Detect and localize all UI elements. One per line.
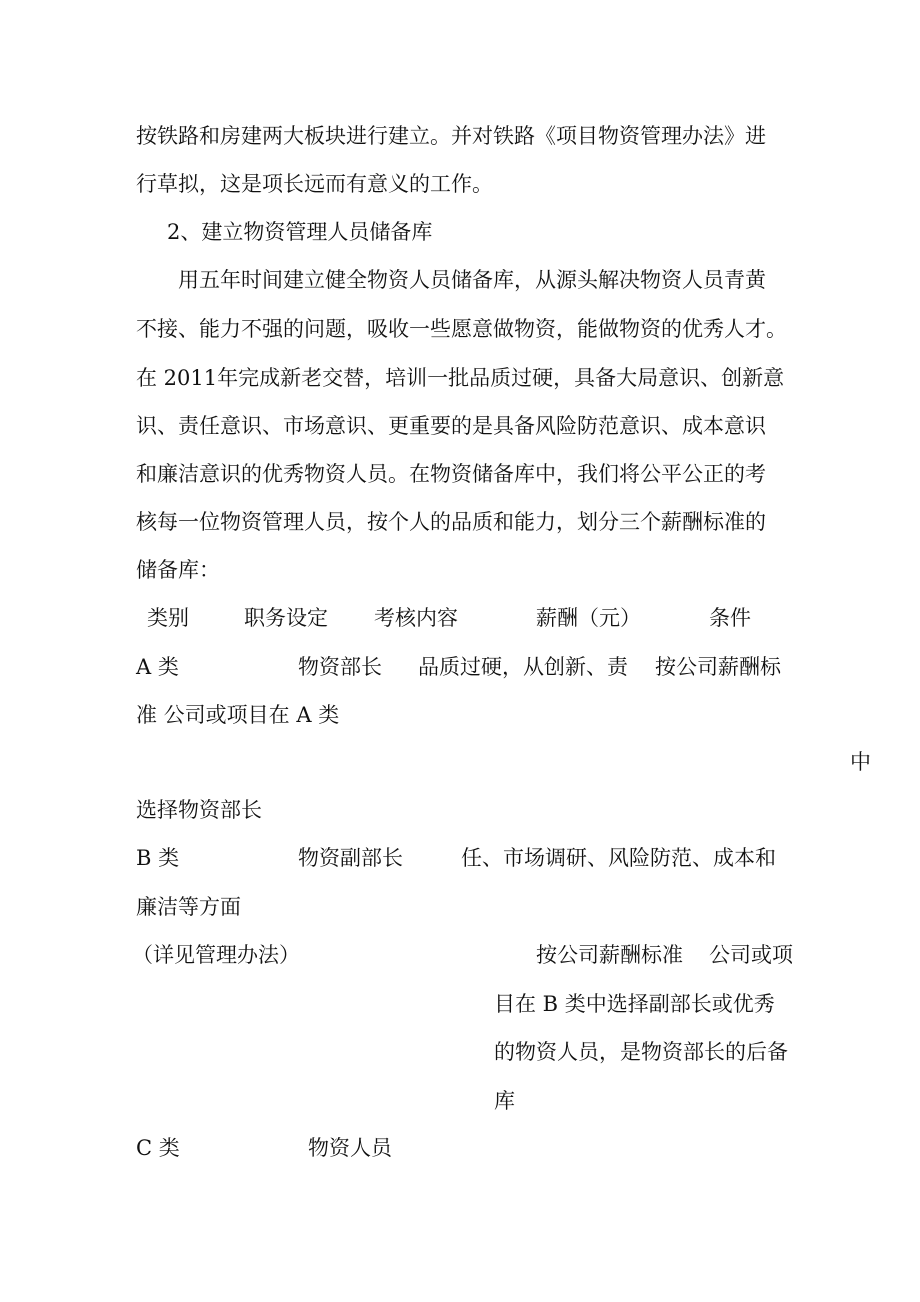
table-header-position: 职务设定 <box>244 606 328 630</box>
paragraph-line: 不接、能力不强的问题，吸收一些愿意做物资，能做物资的优秀人才。 <box>136 317 787 341</box>
row-b-condition: 的物资人员，是物资部长的后备 <box>494 1040 788 1064</box>
row-a-assessment: 品质过硬，从创新、责 <box>418 655 628 679</box>
row-b-detail: （详见管理办法） <box>132 943 300 967</box>
section-heading: 2、建立物资管理人员储备库 <box>167 220 433 244</box>
paragraph-line: 行草拟，这是项长远而有意义的工作。 <box>136 172 493 196</box>
row-b-category: B 类 <box>136 846 180 870</box>
table-header-condition: 条件 <box>709 606 751 630</box>
row-b-condition: 公司或项 <box>709 943 793 967</box>
row-a-position: 物资部长 <box>298 655 382 679</box>
paragraph-line: 用五年时间建立健全物资人员储备库，从源头解决物资人员青黄 <box>178 268 766 292</box>
row-b-condition: 库 <box>494 1089 515 1113</box>
row-b-position: 物资副部长 <box>298 846 403 870</box>
row-a-wrap: 准 公司或项目在 A 类 <box>136 703 340 727</box>
paragraph-line: 按铁路和房建两大板块进行建立。并对铁路《项目物资管理办法》进 <box>136 124 766 148</box>
paragraph-line: 储备库： <box>136 558 220 582</box>
paragraph-line: 核每一位物资管理人员，按个人的品质和能力，划分三个薪酬标准的 <box>136 510 766 534</box>
paragraph-line: 和廉洁意识的优秀物资人员。在物资储备库中，我们将公平公正的考 <box>136 462 766 486</box>
row-b-assessment: 任、市场调研、风险防范、成本和 <box>461 846 776 870</box>
row-c-category: C 类 <box>136 1136 180 1160</box>
table-header-salary: 薪酬（元） <box>536 606 641 630</box>
paragraph-line: 识、责任意识、市场意识、更重要的是具备风险防范意识、成本意识 <box>136 414 766 438</box>
table-header-category: 类别 <box>147 606 189 630</box>
row-a-wrap: 选择物资部长 <box>136 798 262 822</box>
row-a-category: A 类 <box>136 655 179 679</box>
row-b-salary: 按公司薪酬标准 <box>536 943 683 967</box>
paragraph-line: 在 2011年完成新老交替，培训一批品质过硬，具备大局意识、创新意 <box>136 366 785 390</box>
row-b-wrap: 廉洁等方面 <box>136 895 241 919</box>
row-a-salary: 按公司薪酬标 <box>655 655 781 679</box>
table-header-assessment: 考核内容 <box>374 606 458 630</box>
row-c-position: 物资人员 <box>308 1136 392 1160</box>
row-b-condition: 目在 B 类中选择副部长或优秀 <box>494 992 775 1016</box>
row-a-wrap: 中 <box>850 750 871 774</box>
